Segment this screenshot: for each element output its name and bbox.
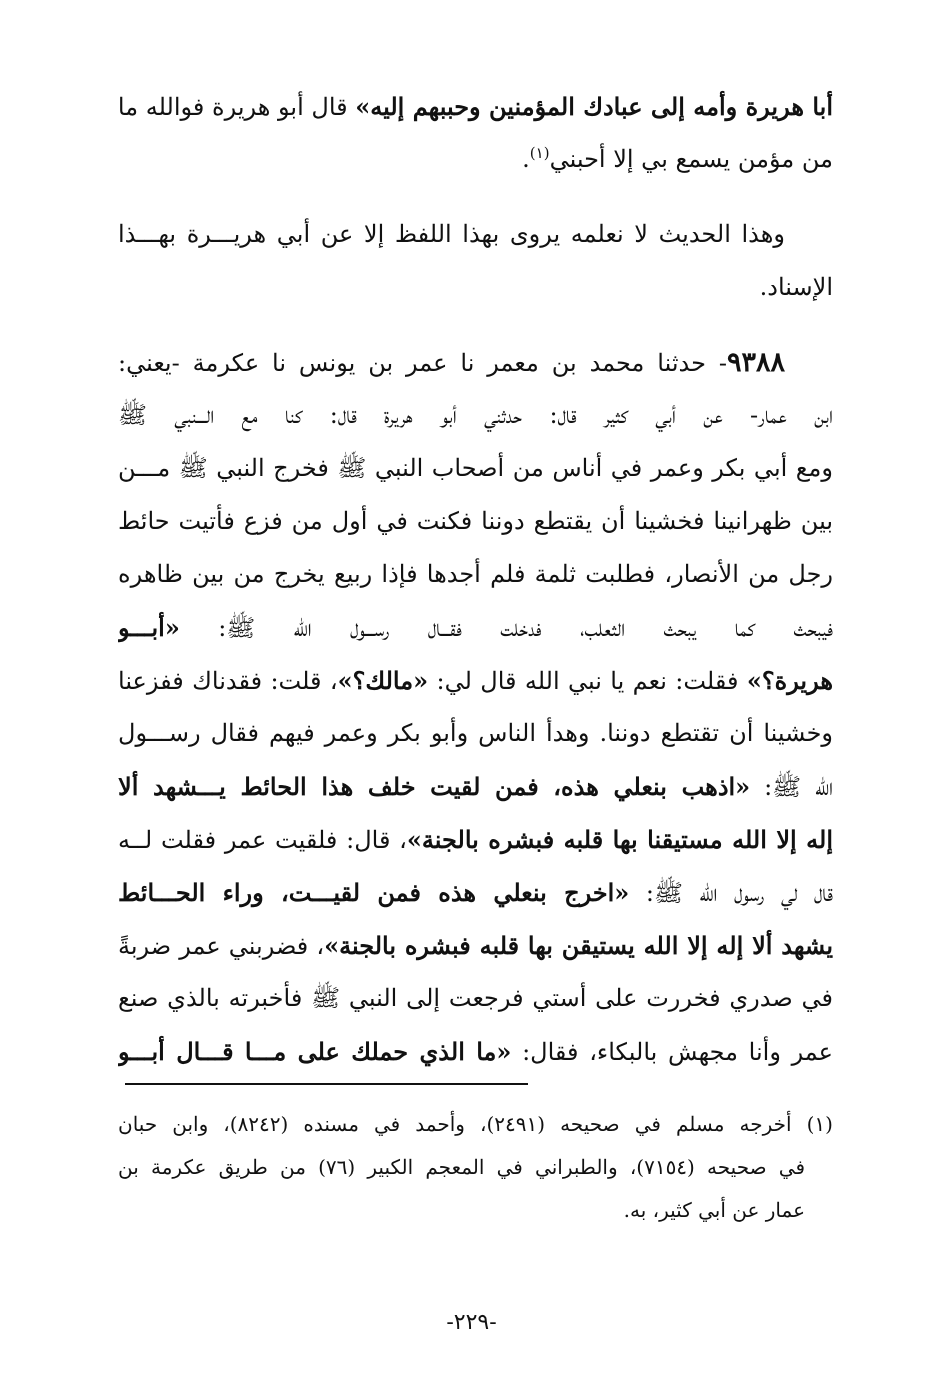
text-line-1 bbox=[118, 80, 833, 133]
footnote-divider bbox=[125, 1083, 528, 1085]
footnotes bbox=[118, 1103, 833, 1232]
bold-quote: «مالك؟» bbox=[337, 666, 429, 695]
bold-quote: «اخرج بنعلي هذه فمن لقيـــت، وراء الحـــائط bbox=[118, 878, 630, 907]
text-span: ، فضربني عمر ضربةً bbox=[118, 932, 325, 960]
bold-quote: «ما الذي حملك على مـــا قـــال أبـــو bbox=[118, 1037, 512, 1066]
text-span: ، قال: فلقيت عمر فقلت لــه bbox=[118, 826, 407, 854]
hadith-number: ٩٣٨٨ bbox=[726, 347, 785, 378]
footnote-reference: (١) bbox=[529, 144, 550, 162]
text-span: فقلت: نعم يا نبي الله قال لي: bbox=[428, 667, 747, 695]
text-line-9: رجل من الأنصار، فطلبت ثلمة فلم أجدها فإذا ربيع يخرج من بين ظاهره bbox=[118, 560, 833, 588]
bold-quote: يشهد ألا إله إلا الله يستيقن بها قلبه فبشره بالجنة» bbox=[324, 931, 833, 960]
text-line-3: وهذا الحديث لا نعلمه يروى بهذا اللفظ إلا عن أبي هريـــرة بهـــذا bbox=[118, 220, 785, 248]
text-line-6: ابن عمار- عن أبي كثير قال: حدثني أبو هريرة قال: كنا مع الـــنبي ﷺ bbox=[118, 401, 833, 429]
text-line-18 bbox=[118, 1025, 833, 1078]
footnote-line-2: في صحيحه (٧١٥٤)، والطبراني في المعجم الكبير (٧٦) من طريق عكرمة بن bbox=[118, 1155, 806, 1179]
bold-quote: إله إلا الله مستيقنا بها قلبه فبشره بالجنة» bbox=[406, 825, 833, 854]
text-span: فيبحث كما يبحث الثعلب، فدخلت فقـــال رســـول الله ﷺ: bbox=[179, 614, 833, 642]
footnote-line-1: (١) أخرجه مسلم في صحيحه (٢٤٩١)، وأحمد في مسنده (٨٢٤٢)، وابن حبان bbox=[118, 1112, 833, 1136]
bold-quote: أبا هريرة وأمه إلى عبادك المؤمنين وحببهم إليه» bbox=[355, 92, 833, 121]
text-span: من مؤمن يسمع بي إلا أحبني bbox=[549, 145, 833, 173]
text-span: قال أبو هريرة فوالله ما bbox=[118, 93, 356, 121]
text-span: ، قلت: فقدناك ففزعنا bbox=[118, 667, 338, 695]
text-line-2 bbox=[118, 133, 833, 186]
text-line-13 bbox=[118, 760, 833, 813]
text-span: . bbox=[522, 145, 530, 173]
text-line-7: ومع أبي بكر وعمر في أناس من أصحاب النبي ﷺ فخرج النبي ﷺ مـــن bbox=[118, 454, 833, 482]
main-text bbox=[118, 80, 833, 1078]
bold-quote: «اذهب بنعلي هذه، فمن لقيت خلف هذا الحائط يـــشهد ألا bbox=[118, 772, 751, 801]
footnote-line-3: عمار عن أبي كثير، به. bbox=[623, 1198, 805, 1222]
text-line-10 bbox=[118, 601, 833, 654]
text-line-15 bbox=[118, 866, 833, 919]
text-span: - حدثنا محمد بن معمر نا عمر بن يونس نا عكرمة -يعني: bbox=[118, 349, 727, 377]
text-line-17: في صدري فخررت على أستي فرجعت إلى النبي ﷺ فأخبرته بالذي صنع bbox=[118, 984, 833, 1012]
text-line-5 bbox=[118, 336, 833, 389]
text-span: قال لي رسول الله ﷺ: bbox=[629, 879, 833, 907]
text-line-11 bbox=[118, 654, 833, 707]
text-line-12: وخشينا أن تقتطع دوننا. وهدأ الناس وأبو بكر وعمر فيهم فقال رســـول bbox=[118, 719, 833, 747]
bold-quote: «أبـــو bbox=[118, 613, 180, 642]
page-number: -٢٢٩- bbox=[446, 1310, 497, 1335]
text-span: الله ﷺ: bbox=[750, 773, 833, 801]
text-line-14 bbox=[118, 813, 833, 866]
bold-quote: هريرة؟» bbox=[746, 666, 833, 695]
text-span: عمر وأنا مجهش بالبكاء، فقال: bbox=[511, 1038, 833, 1066]
text-line-16 bbox=[118, 919, 833, 972]
text-line-8: بين ظهرانينا فخشينا أن يقتطع دوننا فكنت في أول من فزع فأتيت حائط bbox=[118, 507, 833, 535]
text-line-4: الإسناد. bbox=[759, 273, 833, 301]
